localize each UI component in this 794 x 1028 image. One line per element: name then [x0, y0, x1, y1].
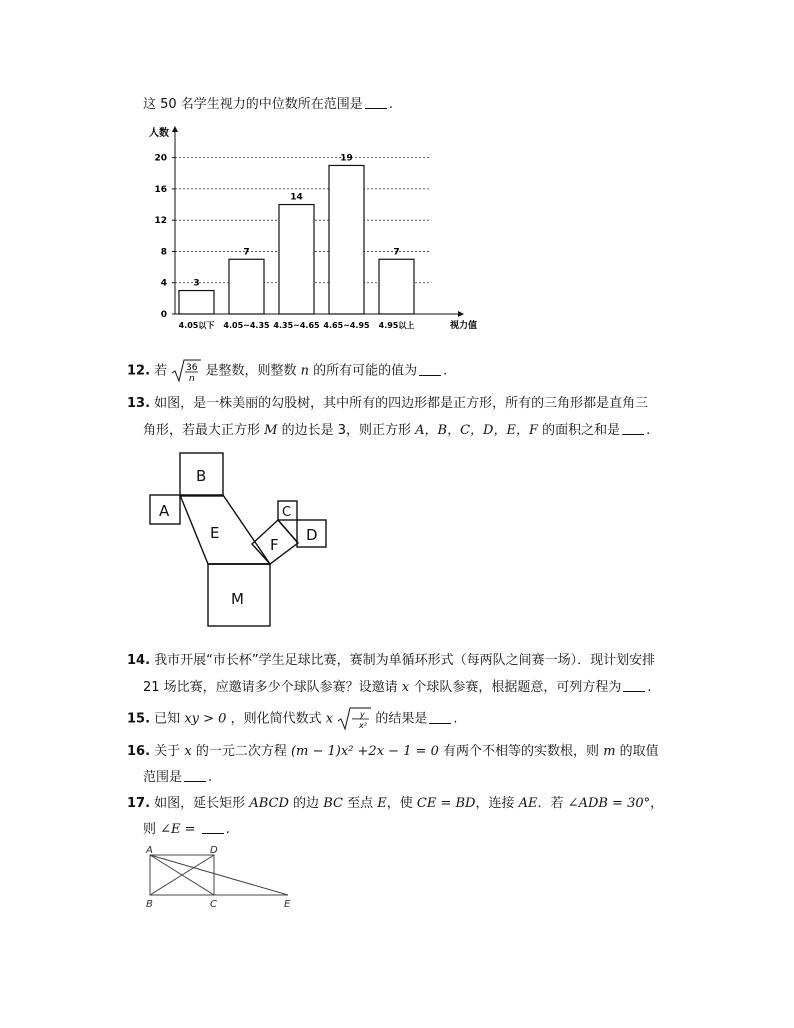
q14-blank: [623, 679, 645, 692]
q15-blank: [429, 711, 451, 724]
q17-angle-e: ∠E =: [160, 822, 196, 837]
fig-label-e: E: [284, 899, 291, 910]
q12-sqrt: [171, 358, 201, 384]
bar-value-label: 14: [290, 192, 303, 203]
q12-end: .: [443, 363, 448, 379]
y-tick-label: 16: [154, 184, 167, 195]
q11-text: 这 50 名学生视力的中位数所在范围是: [143, 97, 363, 112]
label-c: C: [282, 505, 292, 520]
q12-number: 12.: [127, 363, 151, 379]
question-15: [127, 706, 458, 732]
x-category-label: 4.05~4.35: [223, 321, 270, 330]
q13-var-m: M: [264, 423, 278, 438]
q15-pre: 已知: [154, 711, 181, 727]
y-axis-label: 人数: [149, 128, 169, 139]
question-13-line2: [143, 419, 650, 438]
q17-number: 17.: [127, 796, 151, 811]
label-d: D: [306, 526, 318, 544]
pythagoras-tree-figure: [145, 448, 345, 633]
rectangle-figure: [142, 843, 302, 913]
label-b: B: [196, 467, 207, 485]
q17-blank: [202, 821, 224, 834]
question-12: [127, 358, 447, 384]
q15-end: .: [453, 711, 458, 727]
q15-post: 的结果是: [375, 711, 428, 727]
q12-pre: 若: [154, 363, 168, 379]
q13-end: .: [646, 423, 651, 438]
q13-line2b: 的边长是 3，则正方形: [281, 423, 412, 438]
x-axis-label: 视力值: [450, 321, 478, 331]
q16-var: x: [184, 744, 192, 759]
bar: [179, 291, 214, 314]
q13-number: 13.: [127, 396, 151, 411]
q15-radical-icon: [337, 706, 371, 732]
q15-frac-top: y: [360, 710, 365, 719]
fig-label-d: D: [210, 845, 218, 856]
q17-cond: CE = BD: [416, 796, 476, 811]
label-m: M: [231, 590, 244, 608]
y-tick-label: 8: [160, 247, 167, 258]
bar: [379, 259, 414, 314]
vision-bar-chart: [140, 122, 478, 337]
q17-l1b: 的边: [293, 796, 320, 811]
q15-cond: xy > 0: [184, 711, 227, 727]
q12-mid: 是整数，则整数: [205, 363, 297, 379]
segment-ae: [150, 855, 288, 895]
q12-post: 的所有可能的值为: [313, 363, 418, 379]
bar-value-label: 7: [393, 247, 400, 258]
q12-frac-bottom: n: [189, 374, 196, 384]
q16-post2: 的取值: [619, 744, 659, 759]
q17-l1f: ．若: [537, 796, 564, 811]
q15-expr-var: x: [325, 711, 334, 727]
q17-l1e: ，连接: [475, 796, 515, 811]
q17-l1c: 至点: [347, 796, 374, 811]
q16-number: 16.: [127, 744, 151, 759]
fig-label-c: C: [210, 899, 217, 910]
q14-end: .: [647, 680, 652, 695]
fig-label-b: B: [146, 899, 153, 910]
q14-line2b: 个球队参赛，根据题意，可列方程为: [413, 680, 622, 695]
q15-number: 15.: [127, 711, 151, 727]
q13-blank: [622, 422, 644, 435]
question-14-line2: [143, 676, 651, 695]
q17-e: E: [377, 796, 387, 811]
q14-number: 14.: [127, 653, 151, 668]
question-16-line2: [143, 766, 212, 785]
q16-pre: 关于: [154, 744, 181, 759]
question-11: [143, 93, 393, 112]
label-f: F: [270, 536, 279, 554]
q15-mid: ，则化简代数式: [230, 711, 322, 727]
q12-radical-icon: [171, 358, 201, 384]
q14-var: x: [401, 680, 410, 695]
q14-line2a: 21 场比赛，应邀请多少个球队参赛？设邀请: [143, 680, 398, 695]
q16-equation: (m − 1)x² +2x − 1 = 0: [290, 744, 439, 759]
q15-minus: −: [351, 714, 360, 725]
fig-label-a: A: [146, 845, 153, 856]
q17-end: .: [225, 822, 230, 837]
label-e: E: [210, 524, 220, 542]
question-17-line2: [143, 818, 230, 837]
q16-line2: 范围是: [143, 770, 183, 785]
q16-end: .: [208, 770, 213, 785]
q12-var: n: [300, 363, 309, 379]
q16-blank: [184, 769, 206, 782]
x-category-label: 4.35~4.65: [273, 321, 320, 330]
x-category-label: 4.65~4.95: [323, 321, 370, 330]
bar: [279, 205, 314, 314]
q11-end: .: [388, 97, 393, 112]
q13-line2a: 角形，若最大正方形: [143, 423, 261, 438]
q17-l1a: 如图，延长矩形: [154, 796, 246, 811]
x-category-label: 4.95以上: [378, 321, 415, 330]
q15-frac-bottom: x²: [359, 721, 368, 730]
q16-mid: 的一元二次方程: [195, 744, 287, 759]
bar-value-label: 19: [340, 153, 353, 164]
q16-post: 有两个不相等的实数根，则: [443, 744, 600, 759]
y-tick-label: 0: [160, 310, 167, 320]
label-a: A: [159, 502, 170, 520]
question-17-line1: [127, 792, 663, 811]
q17-rect: ABCD: [249, 796, 289, 811]
y-tick-label: 12: [154, 216, 167, 227]
q17-l1d: ，使: [386, 796, 413, 811]
q17-bc: BC: [323, 796, 343, 811]
q16-var-m: m: [603, 744, 616, 759]
q17-l1g: ，: [650, 796, 664, 811]
bar: [229, 259, 264, 314]
question-13-line1: [127, 392, 648, 411]
q12-frac-top: 36: [186, 363, 198, 373]
q13-vars: A，B，C，D，E，F: [415, 423, 538, 438]
q14-line1: 我市开展“市长杯”学生足球比赛，赛制为单循环形式（每两队之间赛一场）．现计划安排: [154, 653, 656, 668]
q17-l2a: 则: [143, 822, 157, 837]
square-e: [180, 495, 270, 564]
y-tick-label: 4: [160, 278, 167, 289]
y-tick-label: 20: [154, 153, 167, 164]
question-16-line1: [127, 740, 659, 759]
q11-blank: [365, 96, 387, 109]
x-category-label: 4.05以下: [178, 321, 215, 330]
question-14-line1: [127, 649, 655, 668]
q17-angle: ∠ADB = 30°: [567, 796, 651, 811]
q13-line2c: 的面积之和是: [542, 423, 621, 438]
y-axis-arrow-icon: [172, 126, 178, 132]
q17-ae: AE: [518, 796, 538, 811]
bar: [329, 165, 364, 314]
q13-line1: 如图，是一株美丽的勾股树，其中所有的四边形都是正方形，所有的三角形都是直角三: [154, 396, 649, 411]
x-axis-arrow-icon: [458, 311, 464, 317]
bar-value-label: 7: [243, 247, 250, 258]
q12-blank: [419, 363, 441, 376]
bar-value-label: 3: [193, 278, 200, 289]
